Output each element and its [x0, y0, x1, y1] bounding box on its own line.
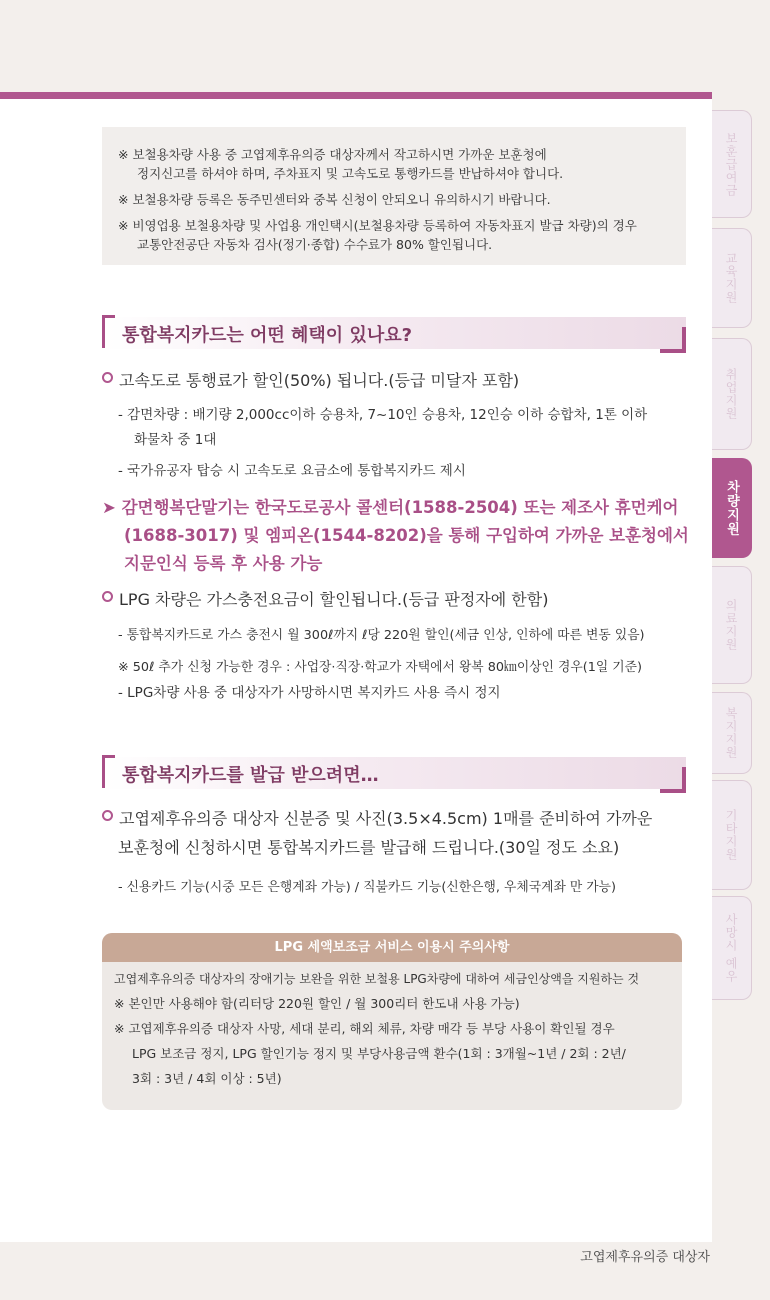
tab-medical[interactable] [712, 566, 752, 684]
bullet-text: LPG 차량은 가스충전요금이 할인됩니다.(등급 판정자에 한함) [119, 590, 549, 609]
sub-item: 화물차 중 1대 [134, 432, 217, 448]
tab-death-honors[interactable] [712, 896, 752, 1000]
bullet-text: 고엽제후유의증 대상자 신분증 및 사진(3.5×4.5cm) 1매를 준비하여 가까운 [119, 809, 653, 828]
tab-label: 보훈급여금 [724, 131, 738, 197]
sub-item: - 신용카드 기능(시중 모든 은행계좌 가능) / 직불카드 기능(신한은행, 우체국계좌 만 가능) [118, 880, 617, 895]
tab-label: 복지지원 [724, 707, 738, 759]
highlight-note [102, 494, 692, 578]
bracket-right [660, 767, 686, 793]
tab-welfare[interactable] [712, 692, 752, 774]
bullet-continuation: 보훈청에 신청하시면 통합복지카드를 발급해 드립니다.(30일 정도 소요) [118, 838, 620, 857]
highlight-text: 감면행복단말기는 한국도로공사 콜센터(1588-2504) 또는 제조사 휴먼케어 [121, 498, 679, 517]
tab-label: 교육지원 [724, 252, 738, 304]
section-title: 통합복지카드는 어떤 혜택이 있나요? [122, 325, 413, 346]
header-rule [0, 92, 712, 99]
footer-text: 고엽제후유의증 대상자 [580, 1250, 710, 1265]
sub-item: - 국가유공자 탑승 시 고속도로 요금소에 통합복지카드 제시 [118, 463, 466, 479]
tab-education[interactable] [712, 228, 752, 328]
highlight-text: 지문인식 등록 후 사용 가능 [124, 554, 323, 573]
tab-employment[interactable] [712, 338, 752, 450]
tab-vehicle[interactable] [712, 458, 752, 558]
bracket-left [102, 315, 115, 348]
caution-line: 3회 : 3년 / 4회 이상 : 5년) [132, 1071, 282, 1086]
caution-line: ※ 본인만 사용해야 함(리터당 220원 할인 / 월 300리터 한도내 사용 가능) [114, 996, 520, 1011]
caution-line: 고엽제후유의증 대상자의 장애기능 보완을 위한 보철용 LPG차량에 대하여 세금인상액을 지원하는 것 [114, 972, 640, 986]
sub-item: - LPG차량 사용 중 대상자가 사망하시면 복지카드 사용 즉시 정지 [118, 685, 501, 701]
tab-label: 의료지원 [724, 599, 738, 651]
sub-item: - 감면차량 : 배기량 2,000cc이하 승용차, 7~10인 승용차, 12인승 이하 승합차, 1톤 이하 [118, 407, 648, 423]
bullet-item [102, 366, 519, 396]
sub-item: ※ 50ℓ 추가 신청 가능한 경우 : 사업장·직장·학교가 자택에서 왕복 80㎞이상인 경우(1일 기준) [118, 660, 642, 675]
bullet-item [102, 585, 548, 615]
note-line: 정지신고를 하셔야 하며, 주차표지 및 고속도로 통행카드를 반납하셔야 합니다. [137, 166, 564, 181]
bullet-icon [102, 591, 113, 602]
arrow-icon: ➤ [102, 498, 122, 517]
tab-label: 기타지원 [724, 809, 738, 861]
tab-label: 차량지원 [724, 480, 739, 536]
caution-line: ※ 고엽제후유의증 대상자 사망, 세대 분리, 해외 체류, 차량 매각 등 부당 사용이 확인될 경우 [114, 1021, 615, 1036]
note-line: ※ 보철용차량 사용 중 고엽제후유의증 대상자께서 작고하시면 가까운 보훈청에 [118, 147, 547, 162]
note-line: ※ 보철용차량 등록은 동주민센터와 중복 신청이 안되오니 유의하시기 바랍니다. [118, 192, 551, 207]
tab-benefits[interactable] [712, 110, 752, 218]
highlight-text: (1688-3017) 및 엠피온(1544-8202)을 통해 구입하여 가까운 보훈청에서 [124, 526, 689, 545]
bracket-right [660, 327, 686, 353]
sub-item: - 통합복지카드로 가스 충전시 월 300ℓ까지 ℓ당 220원 할인(세금 인상, 인하에 따른 변동 있음) [118, 628, 645, 643]
tab-other[interactable] [712, 780, 752, 890]
bracket-left [102, 755, 115, 788]
tab-label: 사망시 예우 [724, 913, 738, 983]
section-heading [102, 315, 686, 353]
bullet-icon [102, 810, 113, 821]
bullet-item [102, 804, 652, 834]
bullet-icon [102, 372, 113, 383]
note-line: ※ 비영업용 보철용차량 및 사업용 개인택시(보철용차량 등록하여 자동차표지 발급 차량)의 경우 [118, 218, 637, 233]
top-band [0, 0, 770, 92]
note-line: 교통안전공단 자동차 검사(정기·종합) 수수료가 80% 할인됩니다. [137, 237, 493, 252]
section-title: 통합복지카드를 발급 받으려면… [122, 765, 379, 786]
bullet-text: 고속도로 통행료가 할인(50%) 됩니다.(등급 미달자 포함) [119, 371, 520, 390]
caution-title: LPG 세액보조금 서비스 이용시 주의사항 [102, 933, 682, 962]
section-heading [102, 755, 686, 793]
tab-label: 취업지원 [724, 368, 738, 420]
caution-line: LPG 보조금 정지, LPG 할인기능 정지 및 부당사용금액 환수(1회 : 3개월~1년 / 2회 : 2년/ [132, 1046, 626, 1061]
